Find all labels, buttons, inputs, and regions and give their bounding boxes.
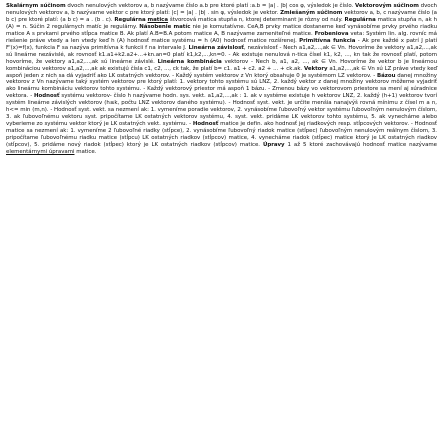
text-segment: dvoch nenulových vektorov a, b nazývame číslo a.b pre ktoré platí :a.b = |a| . |b| cos φ, výsledok je číslo. [65,3,356,9]
term-heading: Vektory [303,65,328,72]
term-heading: Hodnosť [192,121,219,128]
text-segment: vektorov - Nech b, a1, a2, ..., ak ∈ Vn. Hovoríme že vektor b je lineárnou kombináciou vektorov a1,a2,...,ak ak existujú čísla c1, c2, ..., ck tak, že platí b= c1. a1 + c2. a2 + ... + ck.ak. [6,58,438,72]
term-heading: Vektorovým súčinom [355,3,419,9]
text-segment: , nezávislosť - Nech a1,a2,...,ak ∈ Vn. Hovoríme že vektory a1,a2,...,ak sú lineárne nezávislé, ak rovnosť k1.a1+k2.a2+...+kn.an=0 platí k1,k2,...,kn=0. - Ak existuje nenulová n-tica čísel k1, k2, ..., kn tak že rovnosť platí, potom hovoríme, že vektory a1,a2,...,ak sú lineárne závislé. [6,44,437,65]
term-heading: matica [147,16,169,23]
document-paragraph [6,3,437,156]
text-segment: systému vektorov- číslo h nazývame hodn. sys. vekt. a1,a2,...,ak : 1. ak v systéme existuje h vektorov LNZ, 2. každý (h+1) vektorov tvorí systém lineárne závislých vektorov (h≤k, počtu LNZ vektorov daného systému). - Hodnosť syst. vekt. je určite menšia nanajvýš rovná mínimu z čísel m a n, h<= min (m,n). - Hodnosť syst. vekt. sa nezmení ak: 1. vymeníme poradie vektorov, 2. vynásobíme ľubovoľný vektor systému ľubovoľným nenulovým číslom, 3. ak ľubovoľnému vektoru syst. pripočítame LK ostatných vektorov systému, 4. syst. vekt. pridáme LK vektorov tohto systému, 5. ak vynecháme alebo vyberieme zo systému vektor ktorý je LK ostatných vekt. systému. - [6,93,437,128]
term-heading: Regulárna [344,16,376,23]
term-heading: Hodnosť [34,93,60,100]
text-segment: 1 až 5 ktoré zachovávajú hodnosť matice nazývame [284,142,437,149]
term-heading: Skalárnym súčinom [6,3,66,9]
term-heading: Zmiešaným súčinom [280,9,343,16]
text-segment: matice. [74,149,97,156]
term-heading: Bázou [376,72,396,79]
text-segment: - Ak pre každé x patrí J platí F'(x)=f(x), funkcia F sa nazýva primitívna k funkcii f na intervale J. [6,37,437,51]
term-heading: Frobeniova [314,30,349,37]
term-heading: Regulárna [114,16,146,23]
text-segment: matica stupňa n, ak h (A) = n. Súčin 2 regulárnych matíc je regulárny. [6,16,437,30]
term-heading: Primitívna funkcia [299,37,356,44]
term-heading: Lineárna závislosť [188,44,244,51]
text-segment: dvoch nenulových vektorov a, b nazývame vektor c pre ktorý platí: |c| = |a| . |b| . sin φ, výsledok je vektor. [6,3,437,16]
text-segment: danej množiny vektorov z Vn nazývame taký systém vektorov pre ktorý platí: 1. vektory tohto systému sú LNZ, 2. každý vektor z danej množiny vektorov môžeme vyjadriť ako lineárnu kombináciu vektorov tohto systému. - Každý vektorový priestor má aspoň 1 bázu. - Zmenou bázy vo vektorovom priestore sa mení aj súradnice vektora. - [6,72,437,100]
term-heading: Lineárna kombinácia [157,58,222,65]
text-segment: a1,a2,...,ak ∈ Vn sú LZ práve vtedy keď aspoň jeden z nich sa dá vyjadriť ako LK ostatných vektorov. - Každý systém vektorov z Vn ktorý obsahuje 0 je systémom LZ vektorov. - [6,65,437,79]
text-segment: elementárnymi úpravami [6,149,75,156]
term-heading: Úpravy [262,142,285,149]
text-segment: nie je komutatívne. CeA,B prvky matice dostaneme keď vynásobíme prvky prvého riadku matice A s prvkami prvého stĺpca matice B. Ak platí A.B=B.A potom matice A, B nazývame zameniteľné matice. [6,23,438,37]
text-segment: matice je defin. ako hodnosť jej riadkových resp. stĺpcových vektorov. - Hodnosť matice sa nezmení ak: 1. vymeníme 2 ľubovoľné riadky (stĺpce), 2. vynásobíme ľubovoľný riadok matice (stĺpec) ľubovoľným nenulovým reálnym číslom, 3. pripočítame ľubovoľnému riadku matice (stĺpcu) LK ostatných riadkov (stĺpcov) matice, 4. vynecháme riadok (stĺpec) matice ktorý je LK ostatných riadkov (stĺpcov), 5. pridáme nový riadok (stĺpec) ktorý je LK ostatných riadkov (stĺpcov) matice. [6,121,437,149]
text-segment: štvorcová matica stupňa n, ktorej determinant je rôzny od nuly. [168,16,345,23]
term-heading: Násobenie matíc [139,23,191,30]
text-segment: vektorov a, b, c nazývame číslo (a b c) pre ktoré platí: (a b c) = a . (b . c). [6,9,437,23]
text-segment: veta: Systém lin. alg. rovníc má riešenie práve vtedy a len vtedy keď h (A) hodnosť matice systému = h (A0) hodnosť matice rozšírenej. [6,30,437,44]
